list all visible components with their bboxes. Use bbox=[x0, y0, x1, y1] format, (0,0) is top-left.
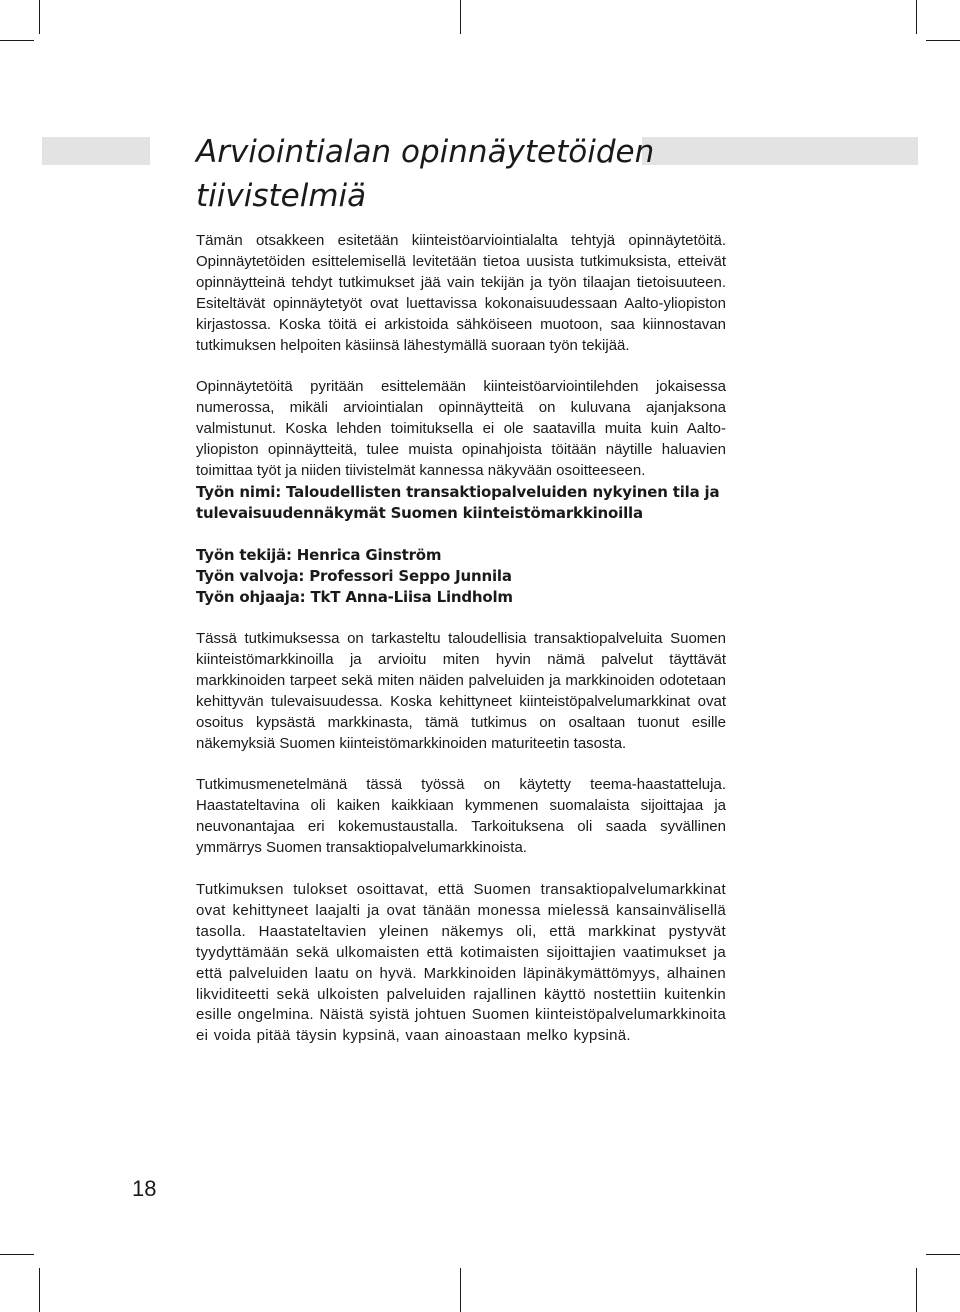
abstract-paragraph-1: Tässä tutkimuksessa on tarkasteltu taloudellisia transaktiopalveluita Suomen kiinteistömarkkinoilla ja arvioitu miten hyvin nämä palvelut täyttävät markkinoiden tarpeet sekä miten näiden palveluiden ja markkinoiden odotetaan kehittyvän tulevaisuudessa. Koska kehittyneet kiinteistöpalvelumarkkinat ovat osoitus kypsästä markkinasta, tämä tutkimus on osaltaan tuonut esille näkemyksiä Suomen kiinteistömarkkinoiden maturiteetin tasosta. bbox=[196, 629, 726, 752]
thesis-instructor: Työn ohjaaja: TkT Anna-Liisa Lindholm bbox=[196, 587, 513, 606]
thesis-supervisor: Työn valvoja: Professori Seppo Junnila bbox=[196, 566, 512, 585]
thesis-title: Työn nimi: Taloudellisten transaktiopalveluiden nykyinen tila ja tulevaisuudennäkymät Suomen kiinteistömarkkinoilla bbox=[196, 482, 720, 522]
article-title-line1: Arviointialan opinnäytetöiden bbox=[196, 134, 655, 170]
crop-mark-bottom-right-h bbox=[926, 1254, 960, 1255]
article-body bbox=[196, 231, 726, 1047]
abstract-paragraph-3: Tutkimuksen tulokset osoittavat, että Suomen transaktiopalvelumarkkinat ovat kehittyneet laajalti ja ovat tänään monessa mielessä kansainvälisellä tasolla. Haastateltavien yleinen näkemys oli, että markkinat pystyvät tyydyttämään sekä ulkomaisten että kotimaisten sijoittajien vaatimukset ja että palveluiden laatu on hyvä. Markkinoiden läpinäkymättömyys, alhainen likviditeetti sekä ulkoisten palveluiden rajallinen käyttö nostettiin kuitenkin esille ongelmina. Näistä syistä johtuen Suomen kiinteistöpalvelumarkkinoita ei voida pitää täysin kypsinä, vaan ainoastaan melko kypsinä. bbox=[196, 881, 726, 1045]
crop-mark-bottom-right-v bbox=[916, 1268, 917, 1312]
intro-paragraph-2: Opinnäytetöitä pyritään esittelemään kiinteistöarviointilehden jokaisessa numerossa, mikäli arviointialan opinnäytteitä on kuluvana ajanjaksona valmistunut. Koska lehden toimituksella ei ole saatavilla muita kuin Aalto-yliopiston opinnäytteitä, tulee muista opinahjoista töitään näytille haluavien toimittaa työt ja niiden tiivistelmät kannessa näkyvään osoitteeseen. bbox=[196, 378, 726, 480]
article-title-line2: tiivistelmiä bbox=[196, 178, 367, 214]
header-band-left bbox=[42, 137, 150, 165]
thesis-author: Työn tekijä: Henrica Ginström bbox=[196, 545, 442, 564]
article-title bbox=[196, 130, 756, 218]
crop-mark-bottom-mid-v bbox=[460, 1268, 461, 1312]
crop-mark-bottom-left-h bbox=[0, 1254, 34, 1255]
intro-paragraph-1: Tämän otsakkeen esitetään kiinteistöarviointialalta tehtyjä opinnäytetöitä. Opinnäytetöiden esittelemisellä levitetään tietoa uusista tutkimuksista, etteivät opinnäytteinä tehdyt tutkimukset jää vain tekijän ja työn tilaajan tietoisuuteen. Esiteltävät opinnäytetyöt ovat luettavissa kokonaisuudessaan Aalto-yliopiston kirjastossa. Koska töitä ei arkistoida sähköiseen muotoon, saa kiinnostavan tutkimuksen helpoiten käsiinsä lähestymällä suoraan työn tekijää. bbox=[196, 232, 726, 354]
crop-mark-bottom-left-v bbox=[39, 1268, 40, 1312]
crop-mark-top-right-v bbox=[916, 0, 917, 34]
abstract-paragraph-2: Tutkimusmenetelmänä tässä työssä on käytetty teema-haastatteluja. Haastateltavina oli kaiken kaikkiaan kymmenen suomalaista sijoittajaa ja neuvonantajaa eri kokemustaustalla. Tarkoituksena oli saada syvällinen ymmärrys Suomen transaktiopalvelumarkkinoista. bbox=[196, 776, 726, 857]
crop-mark-top-right-h bbox=[926, 40, 960, 41]
page-number: 18 bbox=[132, 1176, 157, 1201]
crop-mark-top-left-v bbox=[39, 0, 40, 34]
thesis-credits bbox=[196, 545, 726, 608]
crop-mark-top-mid-v bbox=[460, 0, 461, 34]
crop-mark-top-left-h bbox=[0, 40, 34, 41]
